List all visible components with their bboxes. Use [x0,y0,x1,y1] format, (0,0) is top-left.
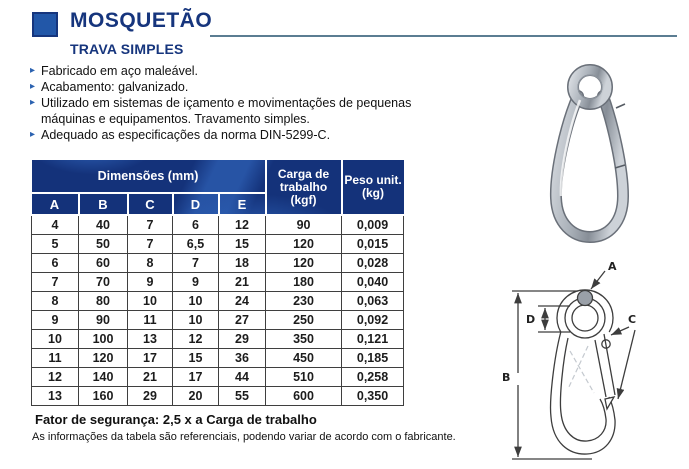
table-cell: 230 [266,292,342,311]
table-cell: 21 [219,273,266,292]
column-header-d: D [173,193,219,215]
table-cell: 90 [266,215,342,235]
feature-item [30,63,442,79]
bullet-arrow-icon: ▸ [30,97,36,108]
table-cell: 29 [128,387,173,406]
safety-factor-note: Fator de segurança: 2,5 x a Carga de trabalho [35,412,317,427]
table-cell: 11 [128,311,173,330]
dimension-label-d: D [526,313,536,326]
header-square-icon [32,12,58,37]
table-cell: 120 [266,235,342,254]
table-cell: 80 [79,292,128,311]
table-cell: 350 [266,330,342,349]
table-cell: 10 [173,311,219,330]
table-row [32,292,404,311]
table-cell: 50 [79,235,128,254]
drawing-gate [595,334,615,397]
table-cell: 7 [32,273,79,292]
table-cell: 27 [219,311,266,330]
table-cell: 0,063 [342,292,404,311]
table-cell: 0,015 [342,235,404,254]
table-cell: 4 [32,215,79,235]
table-cell: 11 [32,349,79,368]
column-header-b: B [79,193,128,215]
table-cell: 12 [32,368,79,387]
table-cell: 120 [79,349,128,368]
table-cell: 17 [128,349,173,368]
table-cell: 40 [79,215,128,235]
table-cell: 15 [219,235,266,254]
dimension-label-b: B [502,371,511,384]
table-cell: 24 [219,292,266,311]
feature-text: Adequado as especificações da norma DIN-5299-C. [41,128,331,142]
table-cell: 0,121 [342,330,404,349]
table-cell: 13 [32,387,79,406]
table-cell: 10 [173,292,219,311]
table-cell: 7 [128,215,173,235]
table-cell: 8 [128,254,173,273]
table-cell: 0,092 [342,311,404,330]
table-cell: 21 [128,368,173,387]
carabiner-technical-drawing [492,253,689,467]
table-cell: 7 [128,235,173,254]
table-row [32,349,404,368]
table-row [32,330,404,349]
table-cell: 60 [79,254,128,273]
table-cell: 15 [173,349,219,368]
table-cell: 90 [79,311,128,330]
feature-text: Utilizado em sistemas de içamento e movimentações de pequenas máquinas e equipamentos. Travamento simples. [41,96,412,126]
header-rule [210,35,677,37]
table-cell: 600 [266,387,342,406]
table-cell: 6 [32,254,79,273]
table-cell: 17 [173,368,219,387]
table-cell: 160 [79,387,128,406]
table-cell: 10 [128,292,173,311]
column-header-e: E [219,193,266,215]
bullet-arrow-icon: ▸ [30,81,36,92]
table-cell: 0,350 [342,387,404,406]
table-cell: 6,5 [173,235,219,254]
table-cell: 44 [219,368,266,387]
drawing-body-inner [560,338,606,441]
table-cell: 6 [173,215,219,235]
table-cell: 0,258 [342,368,404,387]
table-cell: 9 [128,273,173,292]
table-row [32,235,404,254]
page-subtitle: TRAVA SIMPLES [70,41,184,57]
table-cell: 140 [79,368,128,387]
table-row [32,254,404,273]
bullet-arrow-icon: ▸ [30,65,36,76]
table-cell: 120 [266,254,342,273]
feature-item [30,79,442,95]
feature-item [30,95,442,127]
table-cell: 0,185 [342,349,404,368]
spec-table [31,160,404,406]
drawing-eye-pin [578,291,593,306]
table-row [32,368,404,387]
disclaimer-note: As informações da tabela são referenciais, podendo variar de acordo com o fabricante. [32,431,456,443]
table-cell: 20 [173,387,219,406]
spec-table-body [32,215,404,406]
unit-weight-header: Peso unit. (kg) [342,160,404,215]
working-load-header: Carga de trabalho (kgf) [266,160,342,215]
column-header-a: A [32,193,79,215]
table-cell: 100 [79,330,128,349]
table-cell: 18 [219,254,266,273]
table-cell: 9 [173,273,219,292]
table-cell: 12 [219,215,266,235]
table-cell: 29 [219,330,266,349]
table-cell: 450 [266,349,342,368]
table-row [32,387,404,406]
table-cell: 0,028 [342,254,404,273]
carabiner-body [556,70,625,237]
table-cell: 0,040 [342,273,404,292]
table-cell: 12 [173,330,219,349]
column-header-c: C [128,193,173,215]
feature-text: Acabamento: galvanizado. [41,80,189,94]
carabiner-photo [528,58,653,248]
table-cell: 70 [79,273,128,292]
table-row [32,311,404,330]
table-cell: 180 [266,273,342,292]
feature-item [30,127,442,143]
feature-text: Fabricado em aço maleável. [41,64,199,78]
table-cell: 0,009 [342,215,404,235]
table-cell: 510 [266,368,342,387]
dimensions-group-header: Dimensões (mm) [32,160,266,193]
bullet-arrow-icon: ▸ [30,129,36,140]
feature-list [30,63,442,143]
table-cell: 250 [266,311,342,330]
spec-table-head [32,160,404,215]
page-title: MOSQUETÃO [70,9,213,32]
table-cell: 5 [32,235,79,254]
table-row [32,273,404,292]
table-cell: 36 [219,349,266,368]
table-cell: 10 [32,330,79,349]
dimension-label-a: A [608,260,617,273]
table-cell: 7 [173,254,219,273]
table-cell: 9 [32,311,79,330]
dimension-label-c: C [628,313,637,326]
table-cell: 8 [32,292,79,311]
table-cell: 13 [128,330,173,349]
table-cell: 55 [219,387,266,406]
drawing-eye-inner [572,305,598,331]
table-row [32,215,404,235]
